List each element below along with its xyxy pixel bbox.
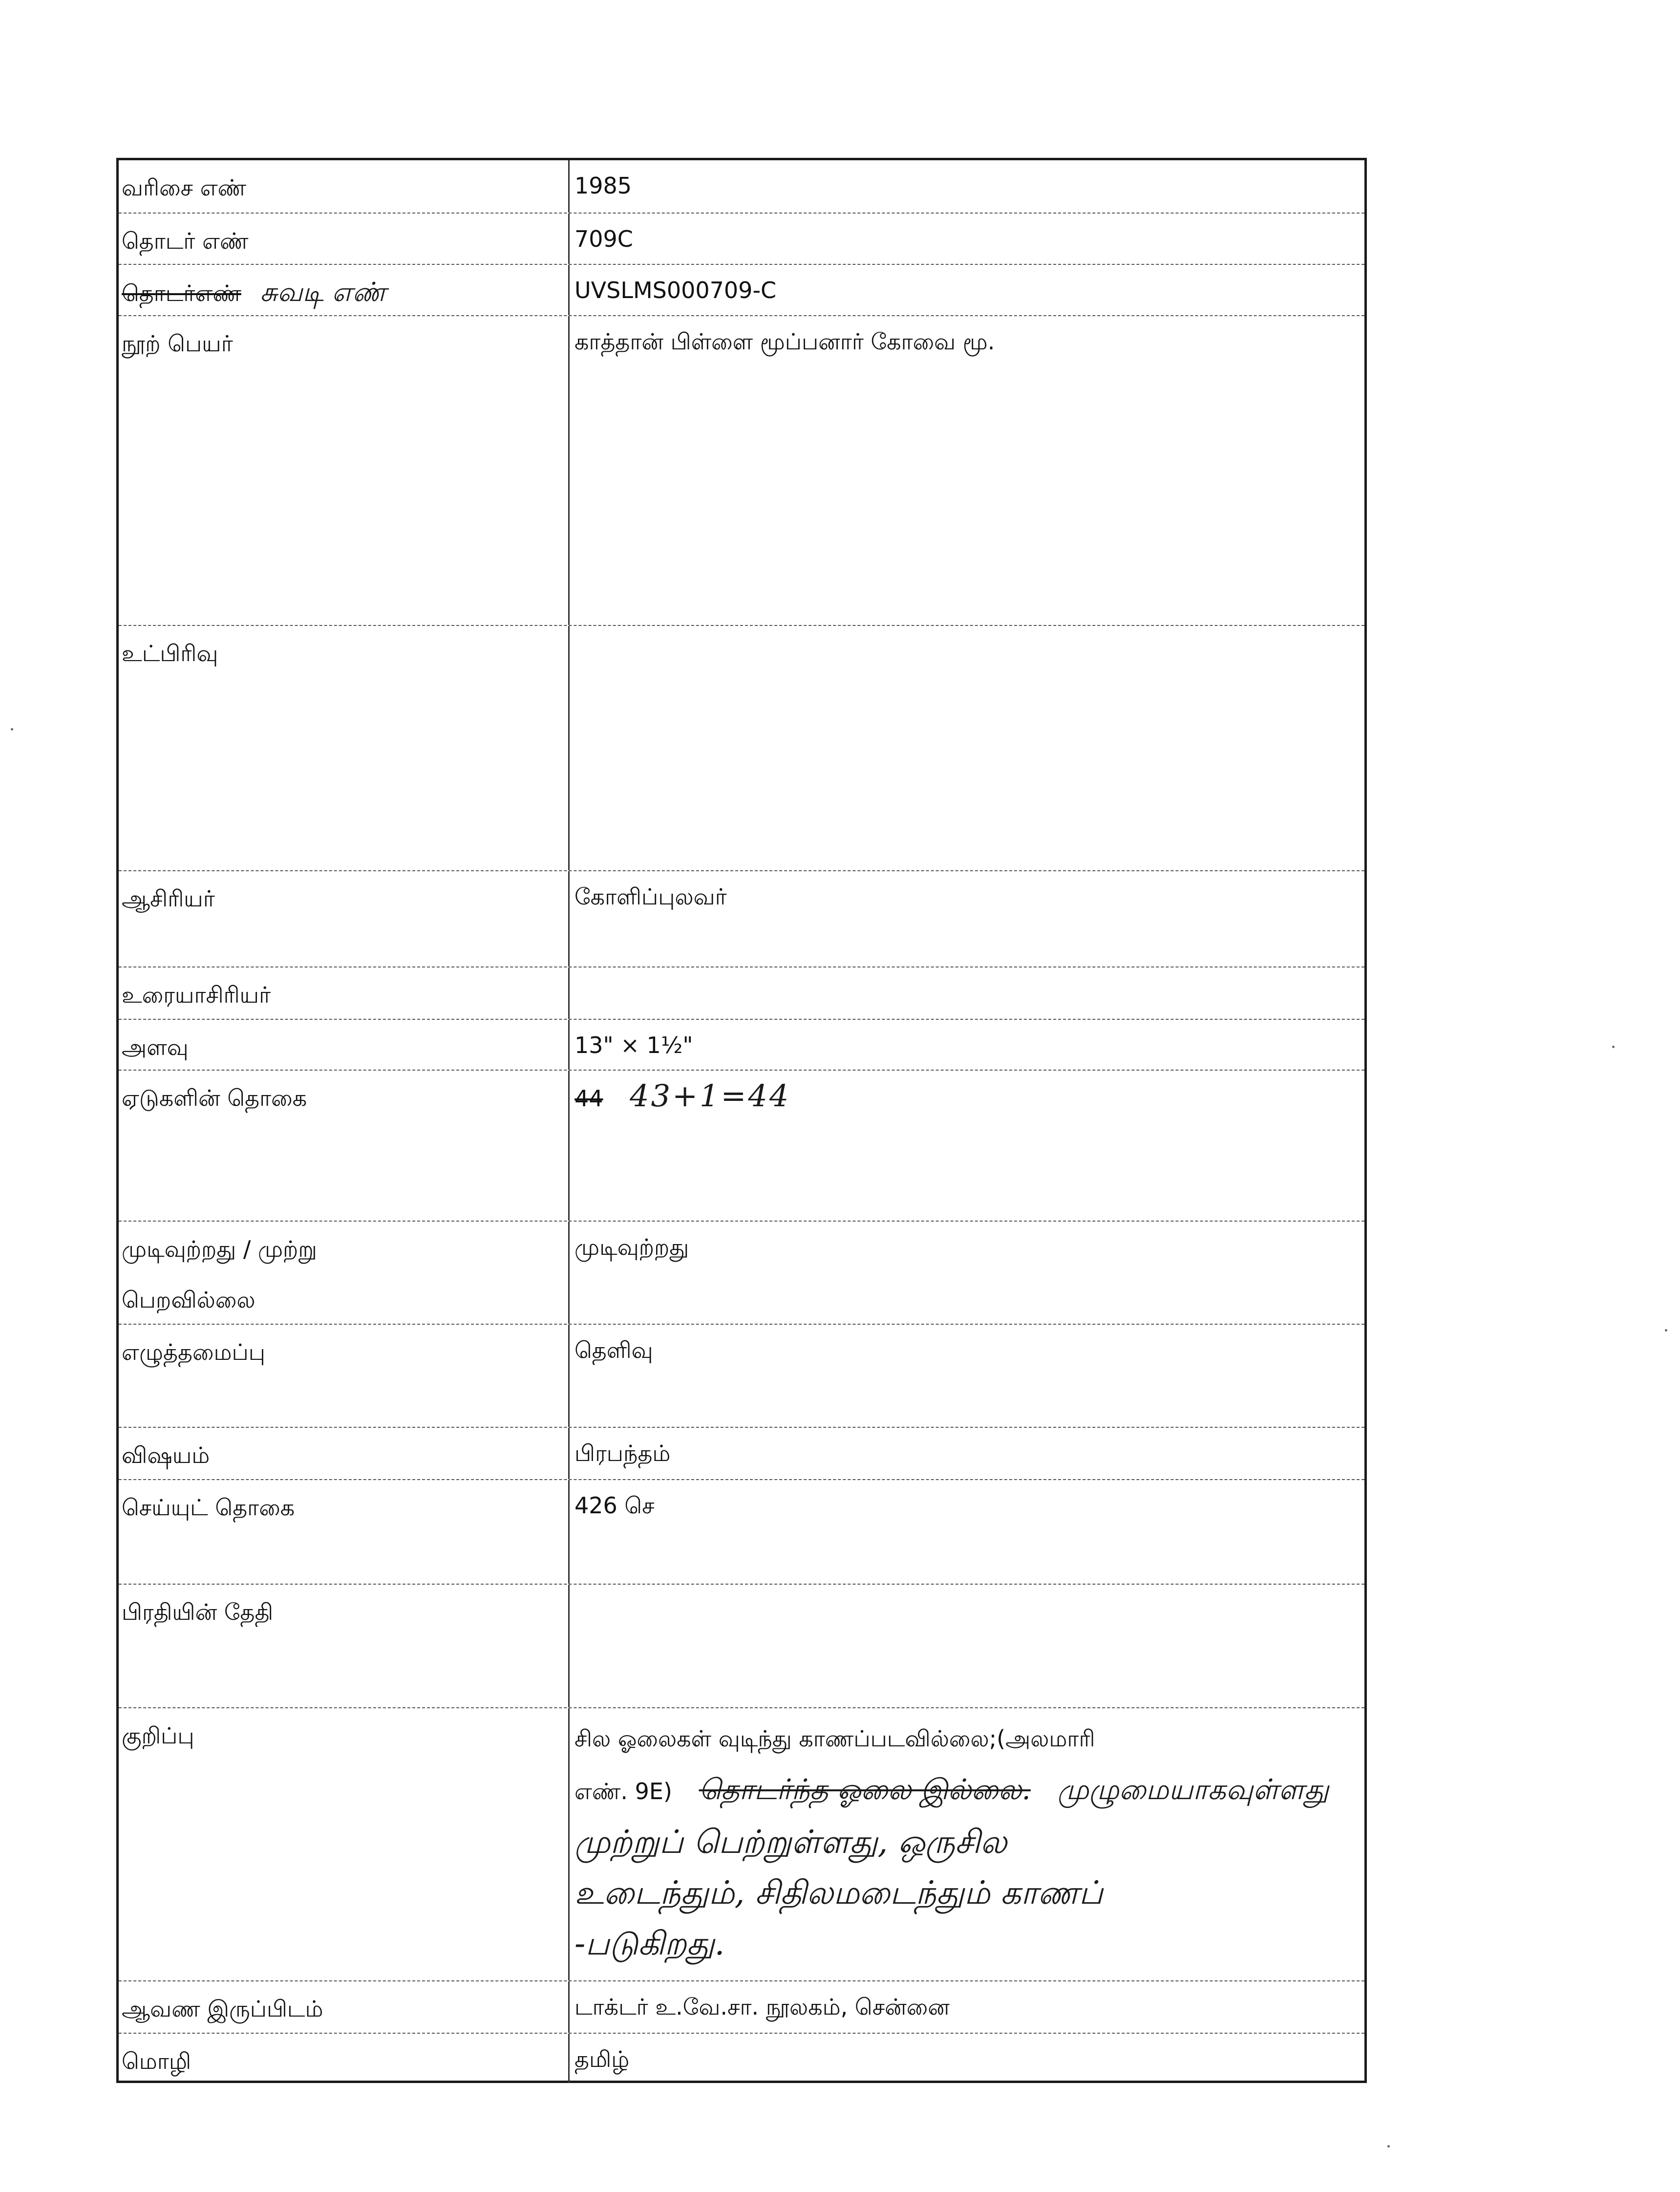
field-label: குறிப்பு <box>122 1722 194 1749</box>
note-handwriting: -படுகிறது. <box>574 1925 725 1962</box>
row-author <box>119 870 1364 967</box>
scan-speck <box>1387 2145 1390 2148</box>
row-archive-location <box>119 1980 1364 2033</box>
note-handwriting: முற்றுப் பெற்றுள்ளது, ஒருசில <box>574 1823 1007 1861</box>
field-label: வரிசை எண் <box>122 174 247 201</box>
note-handwriting: முழுமையாகவுள்ளது <box>1057 1773 1329 1806</box>
field-label: ஆசிரியர் <box>122 885 215 912</box>
field-label: உரையாசிரியர் <box>122 982 271 1008</box>
field-label: அளவு <box>122 1034 189 1060</box>
field-label: தொடர் எண் <box>122 228 249 254</box>
field-value: முடிவுற்றது <box>568 1222 1364 1324</box>
field-value: காத்தான் பிள்ளை மூப்பனார் கோவை மூ. <box>568 316 1364 625</box>
field-value: 13" × 1½" <box>568 1020 1364 1070</box>
row-language <box>119 2033 1364 2083</box>
row-size <box>119 1019 1364 1070</box>
note-handwriting: உடைந்தும், சிதிலமடைந்தும் காணப் <box>574 1874 1103 1912</box>
row-manuscript-number <box>119 264 1364 315</box>
note-mixed-line <box>574 1764 1364 1817</box>
field-label: விஷயம் <box>122 1442 210 1468</box>
handwritten-label: சுவடி எண் <box>260 277 386 307</box>
row-notes <box>119 1707 1364 1980</box>
field-value: கோளிப்புலவர் <box>568 871 1364 967</box>
scan-speck <box>1612 1046 1615 1048</box>
row-copy-date <box>119 1584 1364 1707</box>
struck-label: தொடர்எண் <box>122 280 241 306</box>
field-value-group <box>568 1071 1364 1221</box>
field-label-line: முடிவுற்றது / முற்று <box>122 1236 317 1262</box>
field-label-line: பெறவில்லை <box>122 1287 255 1313</box>
scan-speck <box>1665 1329 1667 1332</box>
row-sequence-number <box>119 213 1364 264</box>
row-subject <box>119 1427 1364 1479</box>
note-typed-line: சில ஓலைகள் வுடிந்து காணப்படவில்லை;(அலமாரி <box>574 1725 1095 1752</box>
field-label: எழுத்தமைப்பு <box>122 1339 265 1365</box>
field-label-group <box>119 265 568 315</box>
field-label-group <box>119 1222 568 1324</box>
field-label: செய்யுட் தொகை <box>122 1494 295 1521</box>
field-label: பிரதியின் தேதி <box>122 1599 274 1625</box>
field-value-group <box>568 1708 1364 1980</box>
row-verse-count <box>119 1479 1364 1584</box>
field-value: 1985 <box>568 160 1364 213</box>
field-value: டாக்டர் உ.வே.சா. நூலகம், சென்னை <box>568 1981 1364 2033</box>
note-typed-text: எண். 9E) <box>574 1778 672 1805</box>
field-value <box>568 626 1364 870</box>
field-value: 426 செ <box>568 1480 1364 1584</box>
struck-value: 44 <box>574 1085 603 1112</box>
row-serial-number <box>119 160 1364 213</box>
field-label: மொழி <box>122 2048 191 2074</box>
row-commentator <box>119 967 1364 1019</box>
scan-speck <box>11 728 13 731</box>
field-label: ஆவண இருப்பிடம் <box>122 1996 323 2022</box>
row-subdivision <box>119 625 1364 870</box>
catalog-record-table <box>116 158 1367 2083</box>
handwritten-value: 43+1=44 <box>630 1078 791 1114</box>
field-value: UVSLMS000709-C <box>568 265 1364 315</box>
row-script-quality <box>119 1324 1364 1427</box>
field-label: ஏடுகளின் தொகை <box>122 1085 307 1111</box>
field-value <box>568 1585 1364 1707</box>
field-value: தெளிவு <box>568 1325 1364 1427</box>
field-label: உட்பிரிவு <box>122 640 218 666</box>
row-leaf-count <box>119 1070 1364 1221</box>
row-book-title <box>119 315 1364 625</box>
field-label: நூற் பெயர் <box>122 330 233 357</box>
field-value <box>568 967 1364 1019</box>
field-value: தமிழ் <box>568 2034 1364 2083</box>
field-value: 709C <box>568 214 1364 264</box>
note-struck-handwriting: தொடர்ந்த ஓலை இல்லை. <box>699 1773 1031 1806</box>
row-completion-status <box>119 1221 1364 1324</box>
field-value: பிரபந்தம் <box>568 1428 1364 1479</box>
